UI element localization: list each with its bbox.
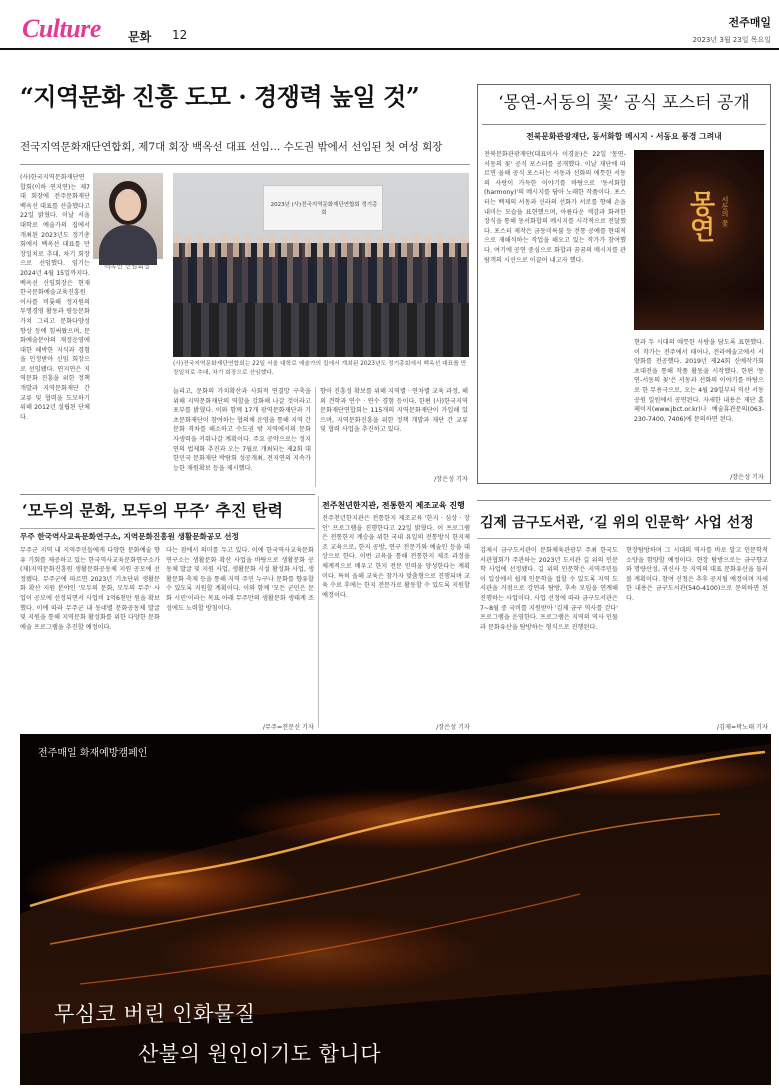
poster-column-2: 현과 두 시대의 애틋한 사랑을 담도록 표현했다. 이 작가는 전주에서 태어나, 전라예술고에서 서양화를 전공했다. 2019년 제24회 신예작가회 초대전을 통해 작품 활동을 시작했다. 한편 '몽연-서동의 꽃'은 서동과 선화의 이야기를 바탕으로 한 무용극으로, 오는 4월 29일부터 익산 서동공원 일원에서 공연된다. 자세한 내용은 재단 홈페이지(www.jbct.or.kr)나 예술휴관문의(063-230-7400, 7406)에 문의하면 된다. <box>634 339 764 423</box>
lead-subhead-rule <box>20 164 470 165</box>
poster-subhead: 전북문화관광재단, 동서화합 메시지 · 서동요 풍경 그려내 <box>526 132 722 141</box>
fire-prevention-ad <box>20 734 771 1085</box>
lead-byline: /장은성 기자 <box>434 476 468 483</box>
portrait-caption: 백옥선 신임회장 <box>104 262 151 270</box>
header-rule <box>0 48 779 50</box>
museum-column-1: 무주군 지역 내 지역주민들에게 다양한 문화예술 향유 기회를 제공하고 있는 한국역사교육문화연구소가 (재)지역문화진흥원 생활문화공동체 지원 공모에 선정됐다. 무주군에 따르면 2023년 기초단위 생활문화 확산 지원 분야인 '모두의 문화, 모두의 무주' 사업이 공모에 선정되면서 사업비 1억6천만 원을 확보했다. 이에 따라 무주군 내 동네별 문화공동체 발굴 및 지원을 통해 지역문화 활성화를 위한 다양한 문화예술 프로그램을 추진할 예정이다. <box>20 547 160 631</box>
heritage-headline: 전주천년한지관, 전통한지 제조교육 진행 <box>322 501 465 510</box>
heritage-byline: /장은성 기자 <box>436 724 470 731</box>
photo-banner-text: 2023년 (사)전국지역문화재단연합회 정기총회 <box>270 202 378 216</box>
issue-date: 2023년 3월 23일 목요일 <box>692 36 771 44</box>
section-logo: Culture <box>22 14 101 43</box>
poster-image <box>634 150 764 330</box>
campaign-line-2: 산불의 원인이기도 합니다 <box>138 1042 381 1066</box>
heritage-column: 전주천년한지관은 전통한지 제조교육 '한지 · 심상 · 장인' 프로그램을 진행한다고 22일 밝혔다. 이 프로그램은 전통한지 계승을 위한 국내 유일의 전통방식 한지제조 교육으로, 한지 공방, 연구 전문가와 예술인 등을 대상으로 한다. 이번 교육을 통해 전통한지 제조 과정을 체계적으로 배우고 한지 전문 인력을 양성한다는 계획이다. 특히 올해 교육은 참가자 맞춤형으로 진행되며 교육 수료 후에는 한지 전문가로 활동할 수 있도록 지원할 예정이다. <box>322 515 470 599</box>
poster-byline: /장은성 기자 <box>730 474 764 481</box>
lead-column-1: (사)한국지역문화재단연합회(이하 연지연)는 제7대 회장에 전주문화재단 백옥선 대표를 선출했다고 22일 밝혔다. 이날 서울 대학로 예술가의 집에서 개최된 2023년도 정기총회에서 백옥선 대표를 만장일치로 추대, 차기 회장으로 선임했다. 임기는 2024년 4월 15일까지다. 백옥선 신임회장은 현재 한국문화예술교육진흥원 이사를 비롯해 정지원의 투명경영 활동과 평등문화 가치 그리고 문화다양성 향상 등에 힘써왔으며, 문화예술분야의 재정운영에 대한 해박한 지식과 경험을 인정받아 신임 회장으로 선임됐다. 연지연은 지역문화 진흥을 위한 정책 개발과 지역문화재단 간 교류 및 협력을 도모하기 위해 2012년 설립된 단체다. <box>20 174 90 421</box>
lead-subhead: 전국지역문화재단연합회, 제7대 회장 백옥선 대표 선임… 수도권 밖에서 선임된 첫 여성 회장 <box>20 141 443 153</box>
library-headline: 김제 금구도서관, ‘길 위의 인문학’ 사업 선정 <box>480 515 754 531</box>
poster-headline: ‘몽연-서동의 꽃’ 공식 포스터 공개 <box>498 93 750 113</box>
section-name: 문화 <box>128 30 152 44</box>
poster-title-text: 몽연 <box>685 190 715 242</box>
museum-byline: /무주=전문신 기자 <box>262 724 314 731</box>
wildfire-image <box>20 734 771 1085</box>
portrait-photo <box>93 173 163 259</box>
library-column-1: 김제시 금구도서관이 문화체육관광부 주최 한국도서관협회가 주관하는 2023년 도서관 길 위의 인문학 사업에 선정됐다. 길 위의 인문학은 지역주민들이 일상에서 쉽게 인문학을 접할 수 있도록 지역 도서관을 거점으로 강연과 탐방, 후속 모임을 연계해 진행하는 사업이다. 사업 선정에 따라 금구도서관은 7~8월 중 국비를 지원받아 '김제 금구 역사를 걷다' 프로그램을 운영한다. 프로그램은 지역의 역사 인물과 문화유산을 탐방하는 형식으로 진행된다. <box>480 547 618 631</box>
museum-subhead: 무주 한국역사교육문화연구소, 지역문화진흥원 생활문화공모 선정 <box>20 532 239 541</box>
paper-name: 전주매일 <box>728 16 771 29</box>
page-number: 12 <box>172 28 188 42</box>
group-photo-caption: (사)전국지역문화재단연합회는 22일 서울 대학로 예술가의 집에서 개최된 2023년도 정기총회에서 백옥선 대표를 만장일치로 추대, 차기 회장으로 선임했다. <box>173 361 467 376</box>
lead-column-3: 향이 진흥성 확보를 위해 지역별 · 연차별 교육 과정, 해외 견학과 연수 · 연수 경험 등이다. 한편 (사)한국지역문화재단연합회는 115개의 지역문화재단이 가입해 있으며, 지역문화진흥을 위한 정책 개발과 재단 간 교류 및 협력 사업을 추진하고 있다. <box>320 388 468 434</box>
masthead <box>0 0 779 52</box>
campaign-label: 전주매일 화재예방캠페인 <box>38 748 148 759</box>
museum-column-2: 다는 점에서 의미를 두고 있다. 이에 한국역사교육문화연구소는 생활문화 확산 사업을 바탕으로 생활문화 공동체 발굴 및 지원 사업, 생활문화 시설 활성화 사업, 생활문화 축제 등을 통해 지역 주민 누구나 문화를 향유할 수 있도록 지원할 계획이다. 이와 함께 '모든 군민은 문화 시민'이라는 목표 아래 무주만의 생활문화 생태계 조성에도 노력할 방침이다. <box>166 547 314 612</box>
lead-column-1-cont <box>20 275 170 490</box>
museum-headline: ‘모두의 문화, 모두의 무주’ 추진 탄력 <box>22 501 283 520</box>
poster-column-1: 전북문화관광재단(대표이사 이경윤)은 22일 '몽연-서동의 꽃' 공식 포스터를 공개했다. 이날 재단에 따르면 올해 공식 포스터는 서동과 선화의 애틋한 서동의 사랑이 가득한 이야기를 바탕으로 '동서화합(harmony)'의 메시지를 담아 노래한 작품이다. 포스터는 백제의 서동과 신라의 선화가 서로를 향해 손을 내미는 모습을 표현했으며, 아름다운 색감과 화려한 장식을 통해 동서화합의 메시지를 시각적으로 전달했다. 포스터 제작은 금동미륵불 등 전통 공예를 현대적으로 재해석하는 작업을 해오고 있는 작가가 참여했다. 여기에 공연 중심으로 화합과 꿈꿈의 메시지를 관람객의 시선으로 이끌어 내고자 했다. <box>484 151 626 264</box>
library-column-2: 현장탐방하며 그 시대의 역사를 바로 알고 인문학적 소양을 함양할 예정이다. 현장 탐방으로는 금구향교와 명량산성, 귀신사 등 지역의 대표 문화유산을 둘러볼 계획이다. 참여 신청은 추후 공지될 예정이며 자세한 내용은 금구도서관(540-4100)으로 문의하면 된다. <box>626 547 768 602</box>
library-byline: /김제=곽노태 기자 <box>716 724 768 731</box>
group-photo <box>173 173 469 357</box>
poster-subtitle-text: 서동의 꽃 <box>721 196 729 227</box>
lead-column-2: 늘리고, 문화의 가치확산과 사회적 연결망 구축을 위해 지역문화재단의 역할을 강화해 나갈 것이라고 포부를 밝혔다. 이와 함께 17개 광역문화재단과 기초문화재단이 참여하는 협의체 운영을 통해 지역 간 문화 격차를 해소하고 수도권 밖 지역에서의 문화 자생력을 키워나갈 계획이다. 주요 공약으로는 정지연의 법제화 추진과 오는 7월로 개최되는 제2회 대한민국 문화재단 박람회 성공개최, 전지연의 지속가능한 재원확보 등을 제시했다. <box>173 388 311 472</box>
lead-headline: “지역문화 진흥 도모 · 경쟁력 높일 것” <box>20 82 420 111</box>
campaign-line-1: 무심코 버린 인화물질 <box>54 1002 256 1026</box>
